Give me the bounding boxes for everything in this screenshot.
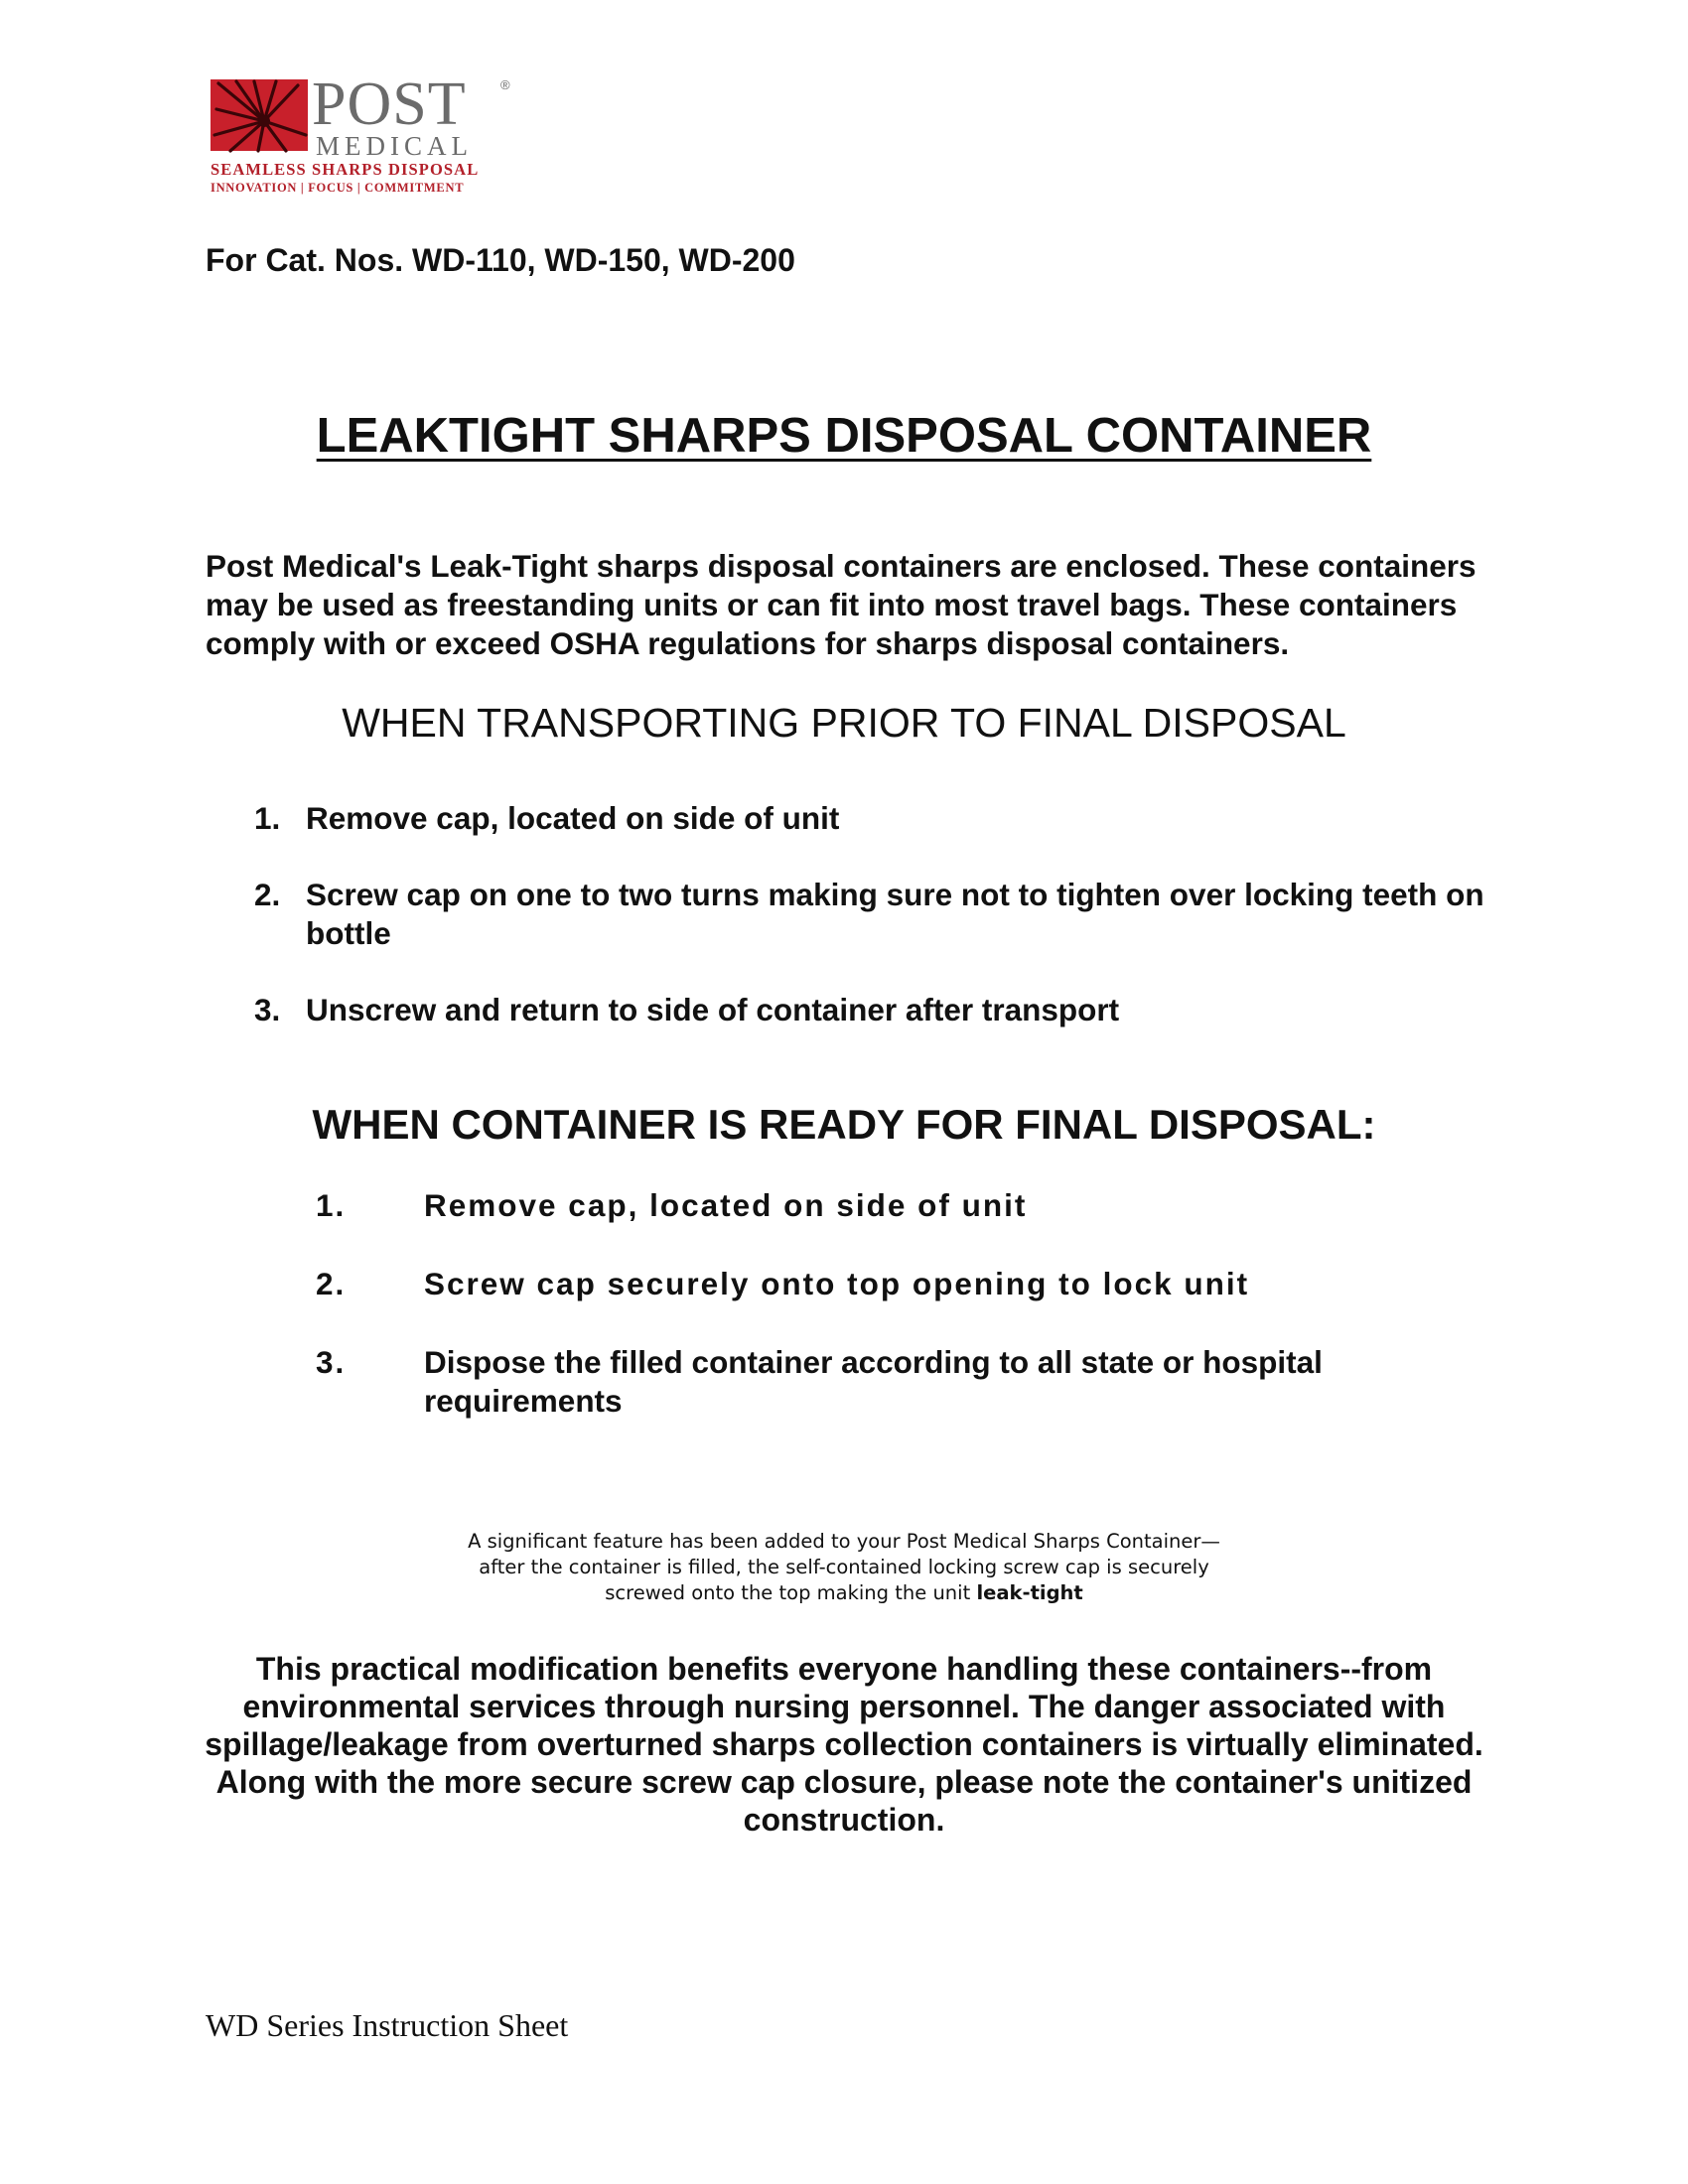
feature-note-text: screwed onto the top making the unit [605, 1581, 977, 1604]
leak-tight-emphasis: leak-tight [976, 1581, 1083, 1604]
starburst-logo-icon [211, 75, 310, 155]
step-text: Unscrew and return to side of container after transport [306, 992, 1120, 1027]
feature-note [0, 1529, 1688, 1606]
logo-sub-text: MEDICAL [316, 131, 473, 161]
list-item [254, 799, 1485, 838]
feature-note-line: after the container is filled, the self-contained locking screw cap is securely [479, 1556, 1209, 1578]
step-number: 2. [254, 877, 281, 912]
catalog-numbers: For Cat. Nos. WD-110, WD-150, WD-200 [206, 242, 795, 278]
step-text: Remove cap, located on side of unit [424, 1187, 1028, 1223]
final-disposal-heading: WHEN CONTAINER IS READY FOR FINAL DISPOSAL: [312, 1101, 1376, 1148]
closing-line: This practical modification benefits everyone handling these containers--from [255, 1651, 1433, 1687]
step-text: Dispose the filled container according to all state or hospital requirements [424, 1344, 1323, 1419]
step-number: 1. [316, 1187, 347, 1223]
step-number: 1. [254, 800, 281, 836]
list-item [254, 991, 1485, 1029]
footer-text: WD Series Instruction Sheet [206, 2007, 569, 2043]
final-disposal-steps-list [316, 1186, 1408, 1460]
closing-line: spillage/leakage from overturned sharps collection containers is virtually eliminated. [205, 1726, 1483, 1762]
closing-line: Along with the more secure screw cap closure, please note the container's unitized [215, 1764, 1473, 1800]
closing-line: construction. [743, 1802, 945, 1838]
post-medical-logo [211, 70, 518, 199]
logo-tagline: SEAMLESS SHARPS DISPOSAL [211, 160, 480, 179]
logo-tagline-values: INNOVATION | FOCUS | COMMITMENT [211, 181, 465, 195]
closing-paragraph [0, 1650, 1688, 1839]
closing-line: environmental services through nursing personnel. The danger associated with [242, 1689, 1446, 1724]
list-item [254, 876, 1485, 953]
list-item [316, 1186, 1408, 1225]
transport-steps-list [254, 799, 1485, 1067]
list-item [316, 1265, 1408, 1303]
list-item [316, 1343, 1408, 1421]
feature-note-line: A significant feature has been added to your Post Medical Sharps Container— [468, 1530, 1220, 1553]
step-text: Remove cap, located on side of unit [306, 800, 840, 836]
step-text: Screw cap securely onto top opening to lock unit [424, 1266, 1250, 1301]
intro-paragraph: Post Medical's Leak-Tight sharps disposal containers are enclosed. These containers may be used as freestanding units or can fit into most travel bags. These containers comply with or exceed OSHA regulations for sharps disposal containers. [206, 548, 1477, 661]
step-number: 2. [316, 1266, 347, 1301]
page-title: LEAKTIGHT SHARPS DISPOSAL CONTAINER [316, 409, 1372, 463]
registered-mark: ® [500, 77, 510, 92]
step-number: 3. [254, 992, 281, 1027]
feature-note-line [0, 1580, 1688, 1606]
step-number: 3. [316, 1344, 347, 1380]
logo-brand-text: POST [312, 70, 467, 138]
step-text: Screw cap on one to two turns making sure not to tighten over locking teeth on bottle [306, 877, 1484, 951]
transport-heading: WHEN TRANSPORTING PRIOR TO FINAL DISPOSAL [342, 700, 1346, 746]
